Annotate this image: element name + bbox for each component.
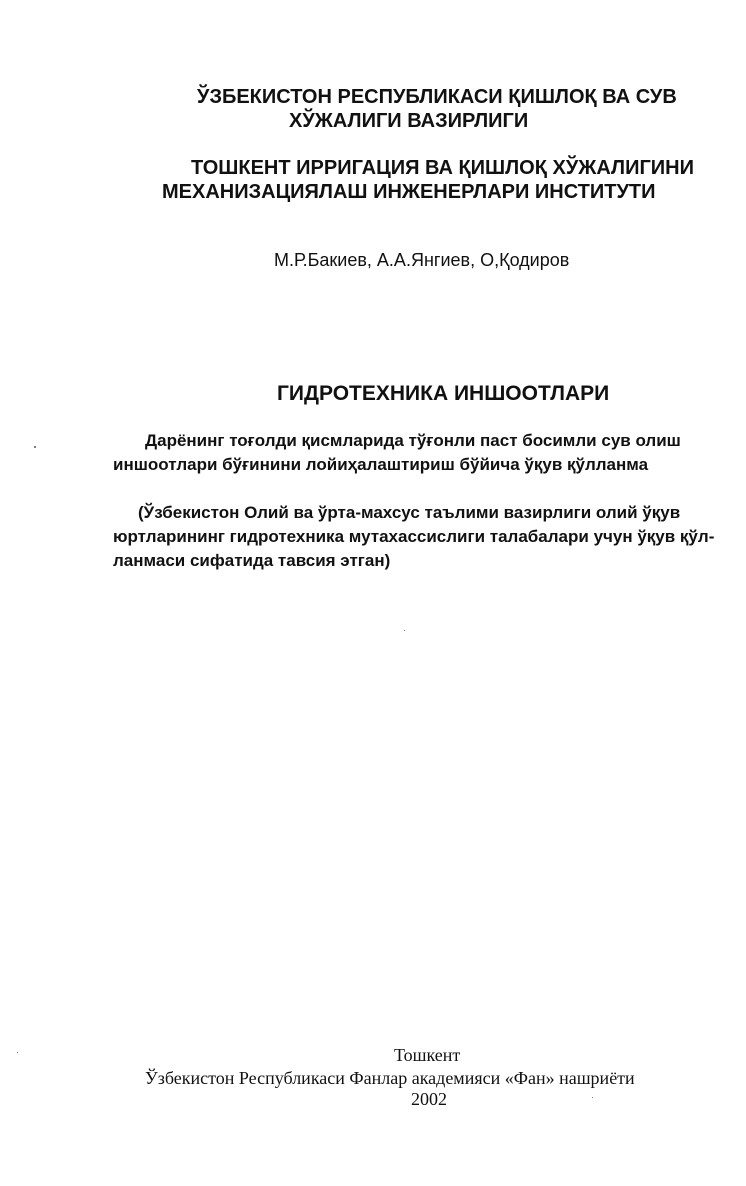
approval-line-1: (Ўзбекистон Олий ва ўрта-махсус таълими вазирлиги олий ўқув: [138, 503, 681, 522]
subtitle-line-2: иншоотлари бўғинини лойиҳалаштириш бўйича ўқув қўлланма: [113, 455, 649, 474]
ministry-line-2: ХЎЖАЛИГИ ВАЗИРЛИГИ: [289, 110, 529, 132]
authors: М.Р.Бакиев, А.А.Янгиев, О,Қодиров: [274, 250, 570, 270]
imprint-city: Тошкент: [394, 1045, 461, 1065]
approval-line-3: ланмаси сифатида тавсия этган): [113, 551, 391, 570]
scan-speck: [404, 630, 405, 631]
scan-speck: [34, 446, 36, 448]
institute-line-1: ТОШКЕНТ ИРРИГАЦИЯ ВА ҚИШЛОҚ ХЎЖАЛИГИНИ: [191, 157, 694, 179]
scan-speck: [17, 1052, 18, 1053]
imprint-year: 2002: [411, 1089, 447, 1109]
imprint-publisher: Ўзбекистон Республикаси Фанлар академияси «Фан» нашриёти: [145, 1068, 635, 1088]
ministry-line-1: ЎЗБЕКИСТОН РЕСПУБЛИКАСИ ҚИШЛОҚ ВА СУВ: [197, 86, 677, 108]
institute-line-2: МЕХАНИЗАЦИЯЛАШ ИНЖЕНЕРЛАРИ ИНСТИТУТИ: [162, 181, 656, 203]
scan-speck: [592, 1097, 593, 1098]
subtitle-line-1: Дарёнинг тоғолди қисмларида тўғонли паст босимли сув олиш: [145, 431, 681, 450]
book-title: ГИДРОТЕХНИКА ИНШООТЛАРИ: [277, 382, 610, 405]
approval-line-2: юртларининг гидротехника мутахассислиги талабалари учун ўқув қўл-: [113, 527, 715, 546]
